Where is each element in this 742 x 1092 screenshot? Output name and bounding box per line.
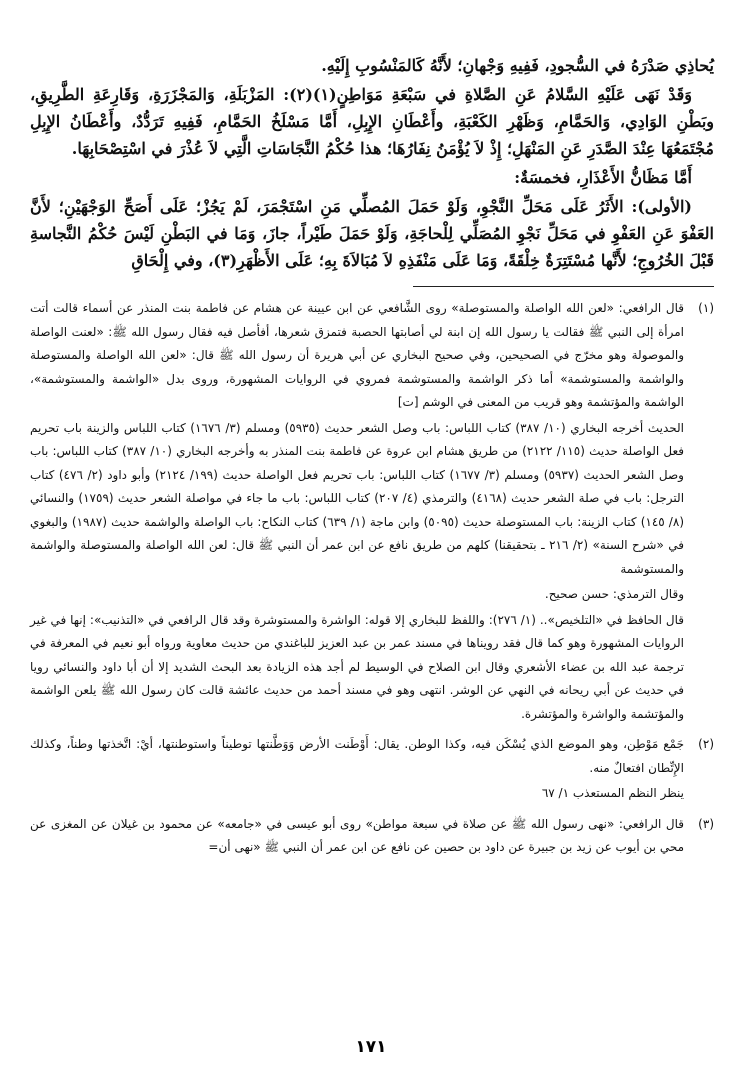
footnote-body (30, 813, 684, 862)
page-number: ١٧١ (355, 1037, 387, 1057)
main-text (30, 52, 714, 274)
footnote-paragraph: الحديث أخرجه البخاري (١٠/ ٣٨٧) كتاب اللباس: باب وصل الشعر حديث (٥٩٣٥) ومسلم (٣/ ١٦٧٦) كتاب اللباس والزينة باب تحريم فعل الواصلة حديث (١١٥/ ٢١٢٢) من طريق هشام ابن عروة عن فاطمة بنت المنذر به وأخرجه البخاري (١٠/ ٣٨٧) كتاب اللباس: باب وصل الشعر الحديث (٥٩٣٧) ومسلم (٣/ ١٦٧٧) كتاب اللباس: باب تحريم فعل الواصلة حديث (١٩٩/ ٢١٢٤) وأبو داود (٢/ ٤٧٦) كتاب الترجل: باب في صلة الشعر حديث (٤١٦٨) والترمذي (٤/ ٢٠٧) كتاب اللباس: باب ما جاء في مواصلة الشعر حديث (١٧٥٩) والنسائي (٨/ ١٤٥) كتاب الزينة: باب المستوصلة حديث (٥٠٩٥) وابن ماجة (١/ ٦٣٩) كتاب النكاح: باب الواصلة والواشمة حديث (١٩٨٧) والبغوي في «شرح السنة» (٢/ ٢١٦ ـ بتحقيقنا) كلهم من طريق نافع عن ابن عمر أن النبي ﷺ قال: لعن الله الواصلة والمستوصلة والواشمة والمستوشمة (30, 420, 685, 576)
footnote-number: (١) (698, 301, 714, 315)
footnote-paragraph: جَمْع مَوْطِن، وهو الموضع الذي يُسْكَن فيه، وكذا الوطن. يقال: أَوْطَنت الأرض وَوَطَّنتها توطيناً واستوطنتها، أيْ: اتَّخذتها وطناً، وكذلك الإِتِّطان افتعالٌ منه. (30, 737, 684, 775)
footnotes (30, 297, 714, 862)
footnote-3 (30, 813, 714, 862)
footnote-paragraph: وقال الترمذي: حسن صحيح. (544, 587, 684, 601)
main-paragraph-prohibition: وَقَدْ نَهَى عَلَيْهِ السَّلامُ عَنِ الصَّلاةِ في سَبْعَةِ مَوَاطِنٍ(١)(٢): المَزْبَلَةِ، وَالمَجْزَرَةِ، وَقَارِعَةِ الطَّرِيقِ، وبَطْنِ الوَادِي، وَالحَمَّامِ، وَظَهْرِ الكَعْبَةِ، وأَعْطَانِ الإِبِلِ، أَمَّا مَسْلَخُ الحَمَّامِ، فَفِيهِ تَرَدُّدٌ، وأَعْطَانُ الإِبِلِ مُجْتَمَعُهَا عِنْدَ الصَّدَرِ عَنِ المَنْهَلِ؛ إِذْ لاَ يُؤْمَنُ نِفَارُهَا؛ هذا حُكْمُ النَّجَاسَاتِ الَّتِي لاَ عُذْرَ في اسْتِصْحَابِهَا. (30, 85, 714, 158)
footnote-body (30, 733, 684, 808)
main-paragraph-first-excuse: (الأولى): الأَثَرُ عَلَى مَحَلِّ النَّجْوِ، وَلَوْ حَمَلَ المُصلِّي مَنِ اسْتَجْمَرَ، لَمْ يَجُزْ؛ عَلَى أَصَحِّ الوَجْهَيْنِ؛ لأَنَّ العَفْوَ عَنِ العَفْوِ في مَحَلِّ نَجْوِ المُصَلِّي لِلْحاجَةِ، وَلَوْ حَمَلَ طَيْراً، جازَ، وَمَا في البَطْنِ لَيْسَ حُكْمُ النَّجاسةِ قَبْلَ الخُرُوجِ؛ لأَنَّها مُسْتَتِرَةٌ خِلْقَةً، وَمَا عَلَى مَنْفَذِهِ لاَ مُبَالاَةَ بِهِ؛ عَلَى الأَظْهَرِ(٣)، وفي إِلْحَاقِ (30, 197, 714, 270)
footnote-paragraph: قال الحافظ في «التلخيص».. (١/ ٢٧٦): واللفظ للبخاري إلا قوله: الواشرة والمستوشرة وقد قال الرافعي في «التذنيب»: إنها في غير الروايات المشهورة وهو كما قال فقد رويناها في مسند عمر بن عبد العزيز للباغندي من حديث معاوية ورواه أبو نعيم في المعرفة في ترجمة عبد الله بن عضاء الأشعري وقال ابن الصلاح في الوسيط لم أجد هذه الزيادة بعد البحث الشديد إلا أن أبا داود والنسائي رويا في حديث عن أبي ريحانه في النهي عن الوشر. انتهى وهو في مسند أحمد من حديث عائشة قالت كان رسول الله ﷺ يلعن الواشمة والمؤتشمة والواشرة والمؤتشرة. (30, 612, 685, 721)
footnote-1 (30, 297, 714, 728)
footnote-paragraph: ينظر النظم المستعذب ١/ ٦٧ (541, 786, 684, 800)
footnote-paragraph: قال الرافعي: «لعن الله الواصلة والمستوصلة» روى الشَّافعي عن ابن عيينة عن هشام عن فاطمة بنت المنذر عن أسماء قالت أتت امرأة إلى النبي ﷺ فقالت يا رسول الله إن ابنة لي أصابتها الحصبة فتمزق شعرها، أفأصل فيه فقال رسول الله ﷺ: «لعنت الواصلة والموصولة وهو مخرّج في الصحيحين، وفي صحيح البخاري عن أبي هريرة أن رسول الله ﷺ قال: «لعن الله الواصلة والمستوصلة والواشمة والمستوشمة» أما ذكر الواشمة والمستوشمة فمروي في الروايات المشهورة، وروى بدل «الواشمة والمستوشمة»، الواشمة والمؤتشمة وهو قريب من المعنى في الوشم [ت] (30, 301, 684, 409)
footnote-separator (413, 286, 714, 287)
main-line-excuses: أَمَّا مَظَانُّ الأَعْذَارِ، فخمسَةٌ: (514, 168, 692, 187)
footnote-paragraph: قال الرافعي: «نهى رسول الله ﷺ عن صلاة في سبعة مواطن» روى أبو عيسى في «جامعه» عن محمود بن غيلان عن المغزى عن محي بن أيوب عن زيد بن جبيرة عن داود بن حصين عن نافع عن ابن عمر أن النبي ﷺ «نهى أن= (30, 816, 684, 854)
footnote-2 (30, 733, 714, 808)
footnote-number: (٣) (698, 816, 714, 831)
page (30, 52, 714, 1092)
footnote-body (30, 297, 684, 728)
footnote-number: (٢) (698, 737, 714, 751)
main-line-1: يُحاذِي صَدْرَهُ في السُّجودِ، فَفِيهِ وَجْهانِ؛ لأَنَّهُ كَالمَنْسُوبِ إِلَيْهِ. (321, 56, 714, 75)
